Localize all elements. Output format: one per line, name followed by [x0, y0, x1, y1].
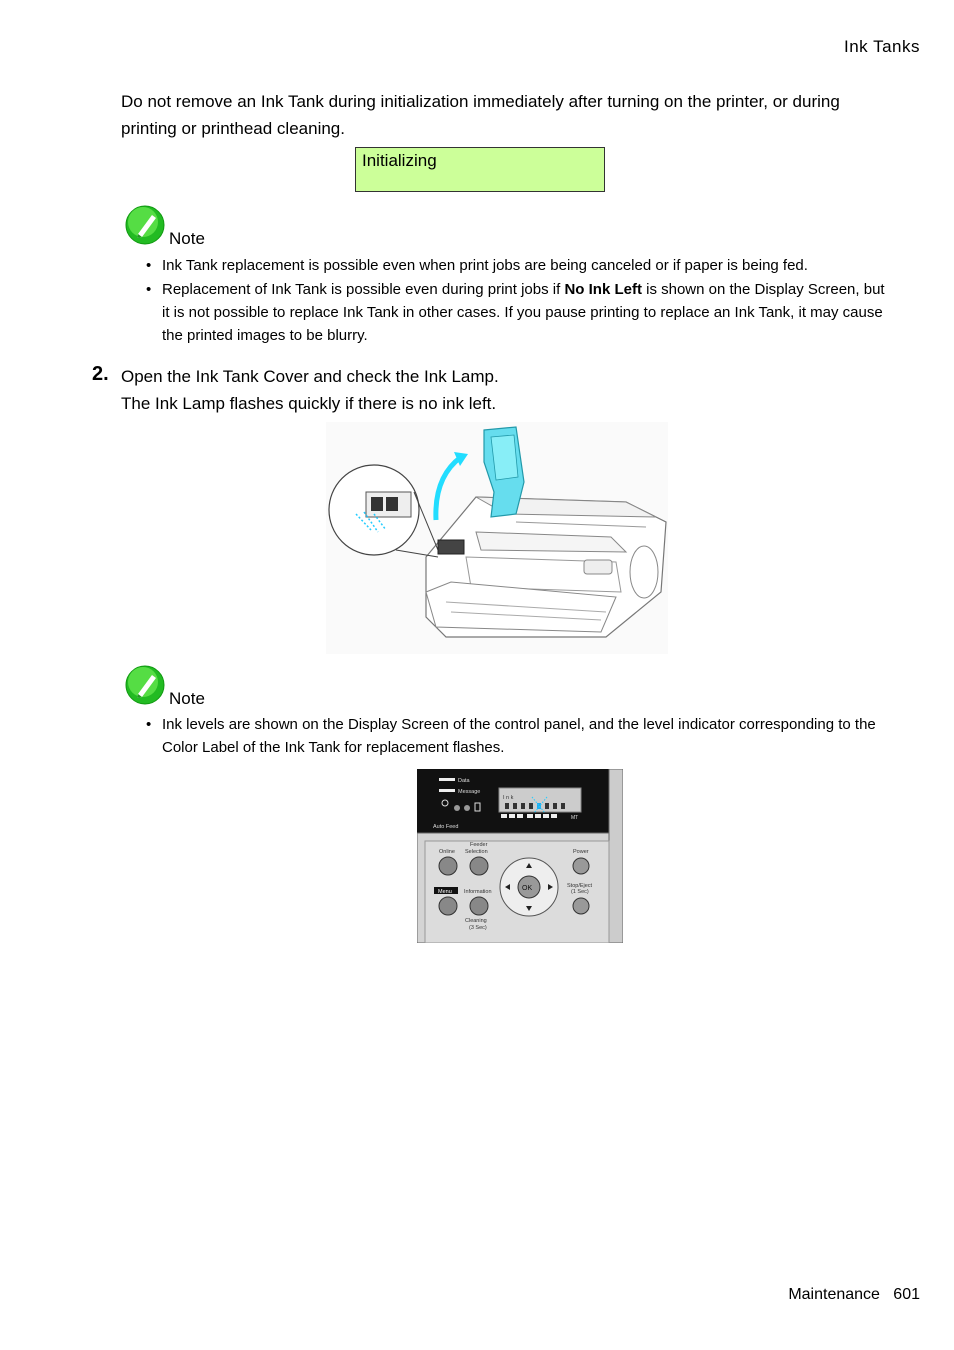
feeder-label: Feeder	[470, 842, 488, 848]
stop-eject-label: Stop/Eject	[567, 883, 593, 889]
note-icon	[124, 664, 166, 711]
list-item: • Ink Tank replacement is possible even when print jobs are being canceled or if paper is being fed.	[146, 254, 886, 277]
information-label: Information	[464, 889, 492, 895]
ok-label: OK	[522, 885, 533, 892]
message-lamp-label: Message	[458, 789, 481, 795]
list-item: • Ink levels are shown on the Display Screen of the control panel, and the level indicator corresponding to the Color Label of the Ink Tank for replacement flashes.	[146, 713, 886, 759]
page-number: 601	[893, 1286, 920, 1303]
cleaning-time-label: (3 Sec)	[469, 925, 487, 931]
stop-eject-time-label: (1 Sec)	[571, 889, 589, 895]
power-label: Power	[573, 849, 589, 855]
lcd-ink-label: I n k	[503, 795, 514, 801]
list-item: • Replacement of Ink Tank is possible even during print jobs if No Ink Left is shown on the Display Screen, but it is not possible to replace Ink Tank in other cases. If you pause printing to replace an Ink Tank, it may cause the printed images to be blurry.	[146, 278, 886, 347]
note-label: Note	[169, 689, 205, 708]
data-lamp-label: Data	[458, 778, 470, 784]
page-footer	[788, 1286, 920, 1304]
note-icon	[124, 204, 166, 251]
running-header: Ink Tanks	[843, 37, 920, 56]
mt-label: MT	[571, 815, 579, 821]
control-panel-illustration	[417, 769, 623, 943]
note-label: Note	[169, 229, 205, 248]
cleaning-label: Cleaning	[465, 918, 487, 924]
display-screen	[355, 147, 605, 192]
display-text: Initializing	[362, 151, 437, 170]
intro-paragraph: Do not remove an Ink Tank during initialization immediately after turning on the printer, or during printing or printhead cleaning.	[121, 92, 840, 138]
note-list	[146, 254, 886, 347]
step-text: Open the Ink Tank Cover and check the Ink Lamp.	[121, 367, 499, 386]
step-subtext: The Ink Lamp flashes quickly if there is no ink left.	[121, 394, 497, 413]
menu-label: Menu	[438, 889, 452, 895]
selection-label: Selection	[465, 849, 488, 855]
auto-feed-label: Auto Feed	[433, 824, 459, 830]
footer-section: Maintenance	[788, 1286, 880, 1303]
online-label: Online	[439, 849, 455, 855]
step-number: 2.	[92, 363, 109, 385]
printer-illustration	[326, 422, 668, 654]
note-list	[146, 713, 886, 759]
